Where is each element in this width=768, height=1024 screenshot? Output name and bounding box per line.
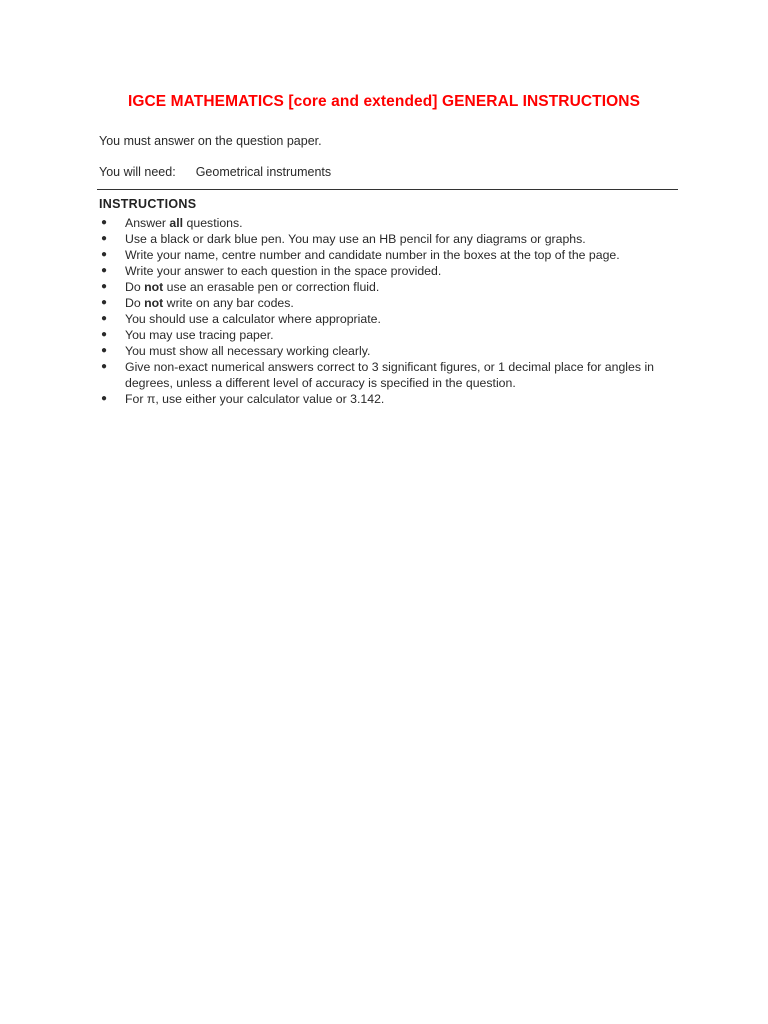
item-bold-text: all [169, 216, 184, 230]
item-text: Do [125, 280, 145, 294]
need-value: Geometrical instruments [195, 165, 332, 179]
instructions-heading: INSTRUCTIONS [99, 197, 197, 211]
list-item [99, 295, 659, 311]
list-item [99, 359, 659, 391]
list-item [99, 343, 659, 359]
bullet-icon: ● [101, 217, 108, 228]
bullet-icon: ● [101, 329, 108, 340]
bullet-icon: ● [101, 313, 108, 324]
list-item [99, 231, 659, 247]
list-item [99, 263, 659, 279]
item-bold-text: not [144, 280, 164, 294]
item-bold-text: not [144, 296, 164, 310]
instructions-list [99, 215, 659, 407]
item-text: Do [125, 296, 145, 310]
item-text: Write your name, centre number and candidate number in the boxes at the top of the page. [125, 248, 620, 262]
bullet-icon: ● [101, 345, 108, 356]
item-text: Give non-exact numerical answers correct to 3 significant figures, or 1 decimal place for angles in degrees, unless a different level of accuracy is specified in the question. [125, 360, 655, 390]
bullet-icon: ● [101, 265, 108, 276]
bullet-icon: ● [101, 233, 108, 244]
item-text: You should use a calculator where appropriate. [125, 312, 381, 326]
bullet-icon: ● [101, 281, 108, 292]
item-text: For π, use either your calculator value or 3.142. [125, 392, 385, 406]
list-item [99, 247, 659, 263]
item-text: Use a black or dark blue pen. You may use an HB pencil for any diagrams or graphs. [125, 232, 586, 246]
bullet-icon: ● [101, 297, 108, 308]
bullet-icon: ● [101, 393, 108, 404]
need-label: You will need: [99, 165, 176, 179]
list-item [99, 327, 659, 343]
item-text: You may use tracing paper. [125, 328, 274, 342]
bullet-icon: ● [101, 249, 108, 260]
item-text-after: write on any bar codes. [163, 296, 294, 310]
list-item [99, 391, 659, 407]
item-text: Answer [125, 216, 170, 230]
list-item [99, 215, 659, 231]
item-text-after: use an erasable pen or correction fluid. [163, 280, 380, 294]
document-title: IGCE MATHEMATICS [core and extended] GENERAL INSTRUCTIONS [127, 93, 641, 110]
item-text: You must show all necessary working clearly. [125, 344, 371, 358]
list-item [99, 311, 659, 327]
horizontal-divider [97, 189, 678, 190]
item-text: Write your answer to each question in the space provided. [125, 264, 442, 278]
you-will-need-line [99, 165, 331, 179]
answer-on-paper-line: You must answer on the question paper. [99, 134, 322, 148]
list-item [99, 279, 659, 295]
item-text-after: questions. [183, 216, 243, 230]
bullet-icon: ● [101, 361, 108, 372]
